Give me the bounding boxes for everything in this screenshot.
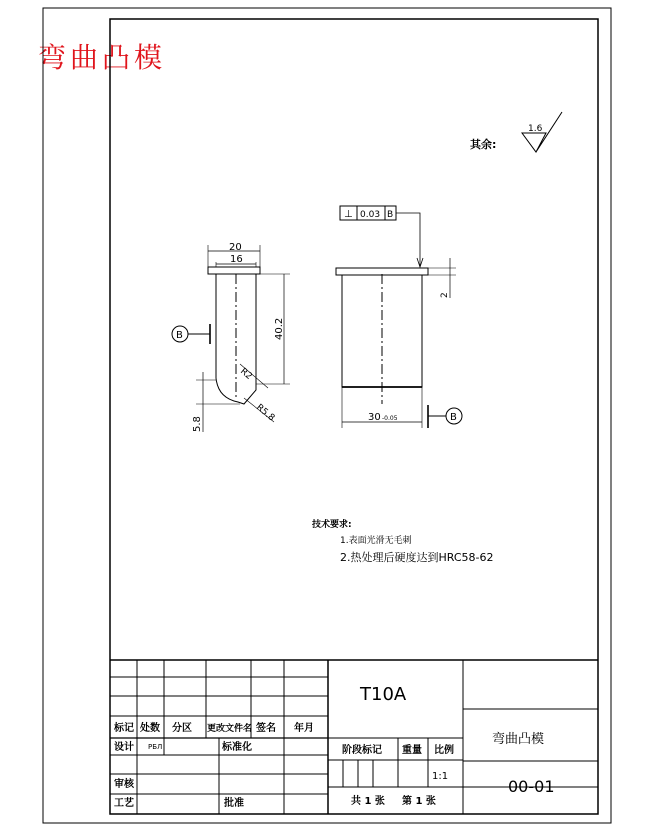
header-change-doc: 更改文件名 <box>207 724 253 734</box>
scale-value: 1:1 <box>432 771 449 782</box>
tolerance-datum: B <box>387 210 394 220</box>
material: T10A <box>360 684 407 705</box>
surface-roughness-note <box>470 112 562 152</box>
sheets-total: 共 1 张 <box>351 796 385 807</box>
datum-label-right: B <box>450 412 457 423</box>
design-label: 设计 <box>114 742 134 753</box>
header-zone: 分区 <box>172 723 192 734</box>
right-head <box>336 268 428 275</box>
stage-label: 阶段标记 <box>342 745 382 756</box>
dim-width: 30 <box>368 412 381 423</box>
designer-name: РБЛ <box>148 743 163 751</box>
roughness-value: 1.6 <box>528 124 543 134</box>
drawing-number: 00-01 <box>508 777 555 796</box>
datum-label-left: B <box>176 330 183 341</box>
tech-req-heading: 技术要求: <box>312 520 352 530</box>
review-label: 审核 <box>114 779 134 790</box>
scale-label: 比例 <box>434 745 454 756</box>
approve-label: 批准 <box>224 798 244 809</box>
dim-radius-large: R5.8 <box>254 402 277 424</box>
dim-height: 40.2 <box>274 317 285 340</box>
perpendicularity-symbol: ⊥ <box>344 209 353 220</box>
dim-width-outer: 20 <box>229 242 242 253</box>
header-signature: 签名 <box>256 723 276 734</box>
left-view <box>172 242 290 432</box>
dim-tip-height: 5.8 <box>192 416 203 432</box>
technical-requirements <box>311 518 494 564</box>
header-count: 处数 <box>140 723 160 734</box>
dim-width-inner: 16 <box>230 254 243 265</box>
right-view <box>336 206 462 428</box>
process-label: 工艺 <box>114 798 134 809</box>
outer-border <box>43 8 611 823</box>
drawing-title: 弯曲凸模 <box>38 41 167 74</box>
tech-req-item-2: 2.热处理后硬度达到HRC58-62 <box>340 551 494 564</box>
sheet-number: 第 1 张 <box>402 796 436 807</box>
inner-frame <box>110 19 598 814</box>
dim-width-tol: -0.05 <box>382 415 398 422</box>
left-head <box>208 267 260 274</box>
standardize-label: 标准化 <box>222 742 252 753</box>
weight-label: 重量 <box>402 745 422 756</box>
header-mark: 标记 <box>114 723 134 734</box>
part-name: 弯曲凸模 <box>492 732 545 747</box>
tolerance-value: 0.03 <box>360 210 381 220</box>
title-block <box>110 660 598 814</box>
header-date: 年月 <box>294 723 314 734</box>
other-surfaces-label: 其余: <box>470 138 497 151</box>
dim-radius-small: R2 <box>238 366 254 383</box>
dim-head-thickness: 2 <box>440 292 450 298</box>
tech-req-item-1: 1.表面光滑无毛刺 <box>340 536 412 546</box>
